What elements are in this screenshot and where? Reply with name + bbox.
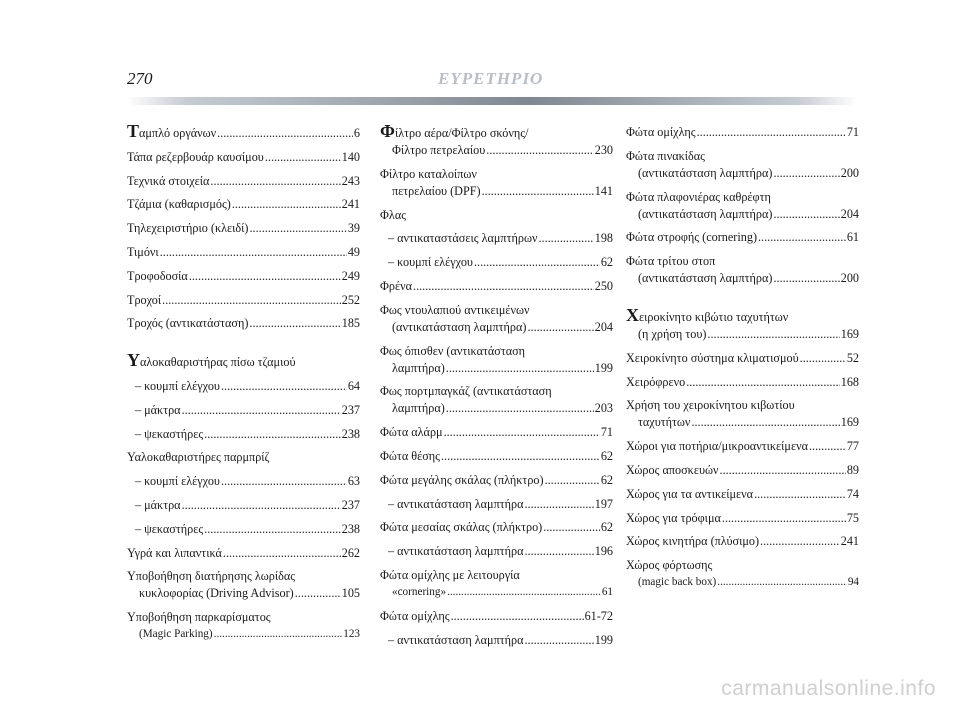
leader-dots — [221, 473, 347, 490]
entry-title: Υγρά και λιπαντικά — [127, 545, 222, 560]
page-ref: 52 — [846, 350, 859, 365]
page-ref: 237 — [341, 497, 360, 512]
index-entry — [380, 543, 613, 560]
index-entry — [380, 383, 613, 417]
index-entry — [127, 609, 360, 643]
page-ref: 141 — [594, 183, 613, 198]
page-ref: 204 — [594, 319, 613, 334]
index-entry — [626, 229, 859, 246]
index-entry — [380, 519, 613, 536]
entry-title: Τροχοί — [127, 292, 162, 307]
entry-line — [626, 165, 859, 182]
index-entry — [127, 402, 360, 419]
index-entry — [127, 497, 360, 514]
entry-title: Υαλοκαθαριστήρες παρμπρίζ — [127, 450, 270, 465]
leader-dots — [204, 521, 341, 538]
entry-title: Φώτα στροφής (cornering) — [626, 230, 757, 245]
index-entry — [380, 472, 613, 489]
leader-dots — [524, 632, 593, 649]
section-gap — [127, 339, 360, 353]
index-entry — [127, 568, 360, 602]
index-entry — [380, 632, 613, 649]
page-ref: 200 — [840, 165, 859, 180]
entry-title: Φλας — [380, 207, 407, 222]
index-entry — [127, 149, 360, 166]
page-ref: 249 — [341, 268, 360, 283]
leader-dots — [809, 438, 846, 455]
page-ref: 94 — [847, 576, 859, 589]
page-ref: 61 — [846, 230, 859, 245]
entry-title: – ψεκαστήρες — [135, 521, 204, 536]
entry-title: Χώρος κινητήρα (πλύσιμο) — [626, 534, 760, 549]
entry-subtitle: κυκλοφορίας (Driving Advisor) — [139, 586, 294, 601]
page-ref: 6 — [353, 126, 360, 140]
index-entry — [127, 473, 360, 490]
index-entry — [127, 426, 360, 443]
index-entry — [626, 304, 859, 343]
leader-dots — [447, 584, 601, 601]
entry-subtitle: (αντικατάσταση λαμπτήρα) — [392, 319, 527, 334]
leader-dots — [538, 230, 593, 247]
entry-title: Χειρόφρενο — [626, 374, 686, 389]
page-ref: 62 — [600, 520, 613, 535]
page-ref: 49 — [347, 244, 360, 259]
leader-dots — [182, 497, 341, 514]
page-ref: 200 — [840, 271, 859, 286]
index-entry — [380, 608, 613, 625]
entry-line — [626, 270, 859, 287]
entry-title: Φίλτρο καταλοίπων — [380, 166, 477, 181]
entry-title: – αντικατάσταση λαμπτήρα — [388, 544, 524, 559]
index-entry — [127, 121, 360, 142]
index-entry — [626, 557, 859, 591]
entry-title: Υαλοκαθαριστήρας πίσω τζαμιού — [127, 350, 296, 371]
entry-title: Φώτα ομίχλης — [626, 125, 696, 139]
leader-dots — [697, 124, 846, 141]
entry-title: Φώτα αλάρμ — [380, 425, 443, 440]
entry-line — [380, 567, 613, 584]
leader-dots — [474, 254, 600, 271]
page-ref: 199 — [594, 360, 613, 375]
leader-dots — [545, 472, 600, 489]
entry-line — [626, 414, 859, 431]
index-entry — [626, 397, 859, 431]
leader-dots — [486, 142, 593, 159]
entry-subtitle: (magic back box) — [638, 576, 717, 589]
leader-dots — [773, 206, 839, 223]
entry-line — [380, 360, 613, 377]
page-ref: 77 — [846, 439, 859, 454]
leader-dots — [204, 426, 341, 443]
entry-subtitle: λαμπτήρα) — [392, 360, 445, 375]
page-ref: 196 — [594, 544, 613, 559]
entry-line — [380, 183, 613, 200]
entry-title: Φώτα πινακίδας — [626, 148, 705, 163]
page-ref: 238 — [341, 426, 360, 441]
entry-title: Υποβοήθηση παρκαρίσματος — [127, 610, 271, 625]
entry-title: Φώτα πλαφονιέρας καθρέφτη — [626, 189, 771, 204]
entry-title: Τιμόνι — [127, 244, 159, 259]
entry-title: Χρήση του χειροκίνητου κιβωτίου — [626, 398, 795, 413]
entry-title: Φώτα θέσης — [380, 448, 440, 463]
index-entry — [127, 173, 360, 190]
entry-title: Υποβοήθηση διατήρησης λωρίδας — [127, 569, 296, 584]
index-entry — [127, 220, 360, 237]
index-entry — [127, 315, 360, 332]
page-ref: 74 — [846, 486, 859, 501]
leader-dots — [446, 400, 594, 417]
entry-line — [127, 585, 360, 602]
entry-line — [380, 302, 613, 319]
index-column-1 — [127, 121, 360, 650]
index-entry — [626, 350, 859, 367]
leader-dots — [249, 315, 340, 332]
page-ref: 262 — [341, 545, 360, 560]
entry-line — [380, 400, 613, 417]
index-entry — [380, 121, 613, 159]
index-entry — [127, 350, 360, 371]
leader-dots — [754, 486, 846, 503]
index-entry — [380, 496, 613, 513]
leader-dots — [295, 585, 341, 602]
index-entry — [127, 378, 360, 395]
page-ref: 62 — [600, 255, 613, 270]
entry-title: Φως όπισθεν (αντικατάσταση — [380, 343, 526, 358]
index-column-2 — [380, 121, 613, 655]
index-column-3 — [626, 124, 859, 598]
entry-title: Χειροκίνητο σύστημα κλιματισμού — [626, 350, 799, 365]
page-title: ΕΥΡΕΤΗΡΙΟ — [438, 69, 544, 88]
page-ref: 71 — [600, 425, 613, 440]
leader-dots — [265, 149, 341, 166]
page-ref: 241 — [840, 534, 859, 549]
entry-subtitle: «cornering» — [392, 585, 447, 598]
leader-dots — [527, 319, 593, 336]
page-ref: 89 — [846, 462, 859, 477]
entry-title: – κουμπί ελέγχου — [388, 255, 473, 270]
entry-title: Φώτα ομίχλης — [380, 608, 450, 623]
leader-dots — [446, 360, 594, 377]
entry-subtitle: (αντικατάσταση λαμπτήρα) — [638, 206, 773, 221]
index-entry — [127, 196, 360, 213]
entry-line — [626, 148, 859, 165]
entry-line — [380, 584, 613, 601]
entry-line — [626, 574, 859, 591]
leader-dots — [413, 278, 594, 295]
entry-title: – αντικατάσταση λαμπτήρα — [388, 632, 524, 647]
entry-subtitle: (αντικατάσταση λαμπτήρα) — [638, 271, 773, 286]
leader-dots — [482, 183, 594, 200]
entry-title: Χώρος για τα αντικείμενα — [626, 486, 754, 501]
page-ref: 237 — [341, 402, 360, 417]
entry-title: – αντικαταστάσεις λαμπτήρων — [388, 231, 538, 246]
entry-title: Τροφοδοσία — [127, 268, 188, 283]
leader-dots — [686, 374, 840, 391]
index-entry — [127, 521, 360, 538]
page-ref: 61 — [601, 585, 613, 598]
section-gap — [626, 294, 859, 308]
entry-title: Τζάμια (καθαρισμός) — [127, 197, 231, 212]
leader-dots — [773, 165, 839, 182]
page-ref: 62 — [600, 448, 613, 463]
leader-dots — [800, 350, 846, 367]
page-ref: 185 — [341, 316, 360, 331]
index-entry — [626, 510, 859, 527]
index-entry — [626, 533, 859, 550]
entry-title: Φως ντουλαπιού αντικειμένων — [380, 302, 530, 317]
leader-dots — [182, 402, 341, 419]
entry-title: – κουμπί ελέγχου — [135, 474, 220, 489]
page-ref: 63 — [347, 474, 360, 489]
index-entry — [626, 486, 859, 503]
entry-line — [380, 319, 613, 336]
index-entry — [380, 302, 613, 336]
entry-title: Φίλτρο αέρα/Φίλτρο σκόνης/ — [380, 121, 529, 141]
entry-subtitle: (η χρήση του) — [638, 326, 707, 341]
entry-title: Τροχός (αντικατάσταση) — [127, 316, 249, 331]
page-ref: 203 — [594, 401, 613, 416]
leader-dots — [758, 229, 846, 246]
entry-line — [127, 626, 360, 643]
entry-title: Φώτα μεγάλης σκάλας (πλήκτρο) — [380, 472, 544, 487]
index-entry — [380, 166, 613, 200]
entry-line — [626, 253, 859, 270]
index-entry — [626, 462, 859, 479]
entry-title: Φώτα ομίχλης με λειτουργία — [380, 567, 520, 582]
leader-dots — [524, 496, 593, 513]
leader-dots — [223, 545, 341, 562]
entry-title: Χώροι για ποτήρια/μικροαντικείμενα — [626, 439, 808, 454]
leader-dots — [250, 220, 347, 237]
page-ref: 250 — [594, 278, 613, 293]
leader-dots — [210, 173, 340, 190]
entry-title: Φρένα — [380, 278, 413, 293]
page-ref: 198 — [594, 231, 613, 246]
page-ref: 123 — [343, 628, 360, 641]
entry-line — [626, 557, 859, 574]
page-number: 270 — [127, 69, 153, 88]
page-ref: 39 — [347, 221, 360, 236]
page-ref: 168 — [840, 374, 859, 389]
index-entry — [626, 374, 859, 391]
page-ref: 61-72 — [584, 608, 613, 623]
entry-line — [127, 609, 360, 626]
entry-title: – αντικατάσταση λαμπτήρα — [388, 496, 524, 511]
entry-title: Τάπα ρεζερβουάρ καυσίμου — [127, 149, 264, 164]
leader-dots — [691, 414, 839, 431]
entry-title: – ψεκαστήρες — [135, 426, 204, 441]
index-entry — [127, 449, 360, 466]
entry-line — [626, 189, 859, 206]
index-entry — [626, 438, 859, 455]
entry-line — [626, 397, 859, 414]
leader-dots — [524, 543, 593, 560]
leader-dots — [760, 533, 840, 550]
index-entry — [380, 448, 613, 465]
entry-line — [626, 326, 859, 343]
entry-title: – μάκτρα — [135, 402, 181, 417]
entry-subtitle: λαμπτήρα) — [392, 401, 445, 416]
entry-subtitle: (αντικατάσταση λαμπτήρα) — [638, 165, 773, 180]
page-ref: 197 — [594, 496, 613, 511]
index-entry — [380, 278, 613, 295]
leader-dots — [722, 510, 846, 527]
index-entry — [380, 207, 613, 224]
leader-dots — [160, 244, 347, 261]
index-entry — [127, 268, 360, 285]
leader-dots — [707, 326, 839, 343]
index-entry — [127, 244, 360, 261]
leader-dots — [543, 519, 600, 536]
entry-line — [380, 343, 613, 360]
entry-title: Φώτα μεσαίας σκάλας (πλήκτρο) — [380, 520, 543, 535]
page-ref: 64 — [347, 378, 360, 393]
entry-subtitle: πετρελαίου (DPF) — [392, 183, 481, 198]
page-ref: 204 — [840, 206, 859, 221]
index-entry — [380, 230, 613, 247]
page-ref: 252 — [341, 292, 360, 307]
page-ref: 243 — [341, 173, 360, 188]
entry-title: Τεχνικά στοιχεία — [127, 173, 210, 188]
index-entry — [626, 148, 859, 182]
leader-dots — [451, 608, 584, 625]
entry-line — [380, 383, 613, 400]
page-ref: 62 — [600, 472, 613, 487]
page-ref: 105 — [341, 586, 360, 601]
entry-line — [380, 166, 613, 183]
leader-dots — [720, 462, 846, 479]
index-entry — [380, 567, 613, 601]
page-ref: 169 — [840, 415, 859, 430]
entry-title: Φως πορτμπαγκάζ (αντικατάσταση — [380, 384, 552, 399]
leader-dots — [444, 424, 600, 441]
entry-title: Χώρος αποσκευών — [626, 462, 719, 477]
page-ref: 241 — [341, 197, 360, 212]
entry-title: – μάκτρα — [135, 497, 181, 512]
page-ref: 169 — [840, 326, 859, 341]
entry-subtitle: ταχυτήτων — [638, 415, 691, 430]
entry-subtitle: (Magic Parking) — [139, 628, 213, 641]
leader-dots — [217, 125, 353, 142]
entry-line — [380, 121, 613, 142]
leader-dots — [221, 378, 347, 395]
header-rule — [127, 97, 857, 105]
page-ref: 71 — [846, 125, 859, 139]
leader-dots — [441, 448, 600, 465]
entry-title: – κουμπί ελέγχου — [135, 378, 220, 393]
leader-dots — [232, 196, 341, 213]
leader-dots — [162, 292, 341, 309]
page-ref: 230 — [594, 143, 613, 157]
index-entry — [127, 292, 360, 309]
watermark: carmanualsonline.info — [721, 677, 936, 700]
leader-dots — [717, 574, 847, 591]
entry-line — [626, 304, 859, 326]
entry-title: Φώτα τρίτου στοπ — [626, 254, 716, 269]
entry-title: Ταμπλό οργάνων — [127, 121, 217, 141]
index-entry — [626, 124, 859, 141]
index-entry — [626, 189, 859, 223]
page-ref: 199 — [594, 632, 613, 647]
page-ref: 238 — [341, 521, 360, 536]
page-ref: 75 — [846, 510, 859, 525]
entry-title: Χειροκίνητο κιβώτιο ταχυτήτων — [626, 304, 789, 325]
entry-subtitle: Φίλτρο πετρελαίου — [392, 143, 486, 157]
entry-line — [127, 568, 360, 585]
entry-line — [626, 206, 859, 223]
entry-line — [380, 142, 613, 159]
page-ref: 140 — [341, 149, 360, 164]
entry-title: Χώρος για τρόφιμα — [626, 510, 721, 525]
leader-dots — [214, 626, 343, 643]
entry-title: Τηλεχειριστήριο (κλειδί) — [127, 221, 249, 236]
leader-dots — [773, 270, 839, 287]
index-entry — [127, 545, 360, 562]
leader-dots — [189, 268, 341, 285]
index-entry — [380, 424, 613, 441]
index-entry — [380, 254, 613, 271]
index-entry — [626, 253, 859, 287]
index-entry — [380, 343, 613, 377]
entry-title: Χώρος φόρτωσης — [626, 558, 713, 573]
